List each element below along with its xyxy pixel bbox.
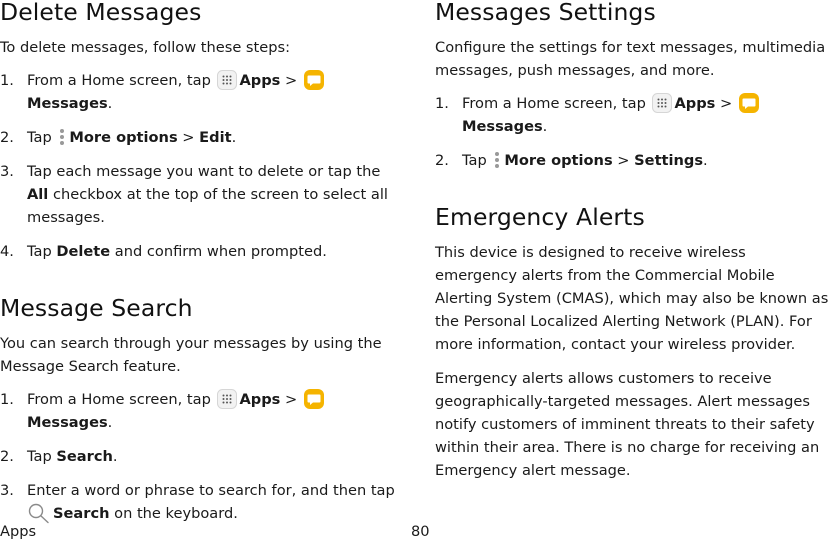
messages-app-icon (739, 93, 759, 113)
more-options-icon (58, 127, 66, 147)
search-icon (27, 502, 51, 524)
messages-app-icon (304, 389, 324, 409)
messages-settings-heading: Messages Settings (435, 0, 656, 26)
list-item: 1. From a Home screen, tap Apps > Messages. (435, 92, 831, 138)
delete-messages-heading: Delete Messages (0, 0, 202, 26)
list-item: 1. From a Home screen, tap Apps > Messages. (0, 69, 405, 115)
list-item: 1. From a Home screen, tap Apps > Messages. (0, 388, 405, 434)
delete-steps-list (0, 69, 405, 263)
settings-steps-list (435, 92, 831, 172)
emergency-alerts-heading: Emergency Alerts (435, 203, 645, 231)
left-column (0, 0, 405, 525)
emergency-alerts-paragraph-1: This device is designed to receive wireless emergency alerts from the Commercial Mobile Alerting System (CMAS), which may also be known as the Personal Localized Alerting Network (PLAN). For more information, contact your wireless provider. (435, 244, 829, 353)
apps-grid-icon (652, 93, 672, 113)
apps-grid-icon (217, 70, 237, 90)
list-item: 2. Tap More options > Edit. (0, 129, 237, 146)
search-steps-list (0, 388, 405, 525)
footer-page-number: 80 (411, 523, 430, 540)
more-options-icon (493, 150, 501, 170)
list-item: 3. Tap each message you want to delete or tap the All checkbox at the top of the screen to select all messages. (0, 163, 388, 226)
list-item: 4. Tap Delete and confirm when prompted. (0, 243, 327, 260)
messages-settings-intro: Configure the settings for text messages, multimedia messages, push messages, and more. (435, 39, 826, 79)
message-search-heading: Message Search (0, 294, 193, 322)
list-item: 2. Tap More options > Settings. (435, 152, 708, 169)
messages-app-icon (304, 70, 324, 90)
delete-messages-intro: To delete messages, follow these steps: (0, 39, 291, 56)
footer-section-label: Apps (0, 523, 37, 540)
list-item: 2. Tap Search. (0, 448, 118, 465)
emergency-alerts-paragraph-2: Emergency alerts allows customers to receive geographically-targeted messages. Alert messages notify customers of imminent threats to their safety within their area. There is no charge for receiving an Emergency alert message. (435, 370, 820, 479)
message-search-intro: You can search through your messages by using the Message Search feature. (0, 335, 382, 375)
list-item: 3. Enter a word or phrase to search for, and then tap Search on the keyboard. (0, 482, 395, 522)
apps-grid-icon (217, 389, 237, 409)
right-column (435, 0, 831, 482)
